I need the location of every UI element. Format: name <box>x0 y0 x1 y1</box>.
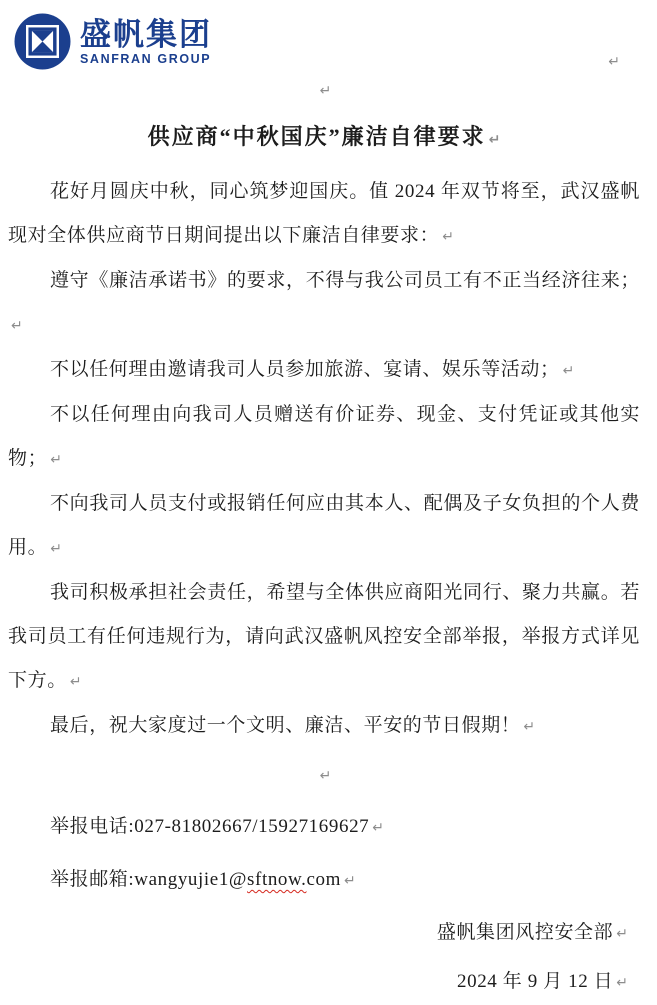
body-paragraph: 不以任何理由向我司人员赠送有价证券、现金、支付凭证或其他实物； ↵ <box>8 393 640 482</box>
misspelled-email-domain: sftnow. <box>247 869 307 890</box>
document-title <box>8 112 640 162</box>
paragraph-mark-icon: ↵ <box>69 674 82 690</box>
company-logo <box>14 13 212 70</box>
sanfran-logo-icon <box>14 13 71 70</box>
report-phone-text: 举报电话:027-81802667/15927169627 <box>50 816 370 837</box>
report-email-line <box>8 858 640 903</box>
body-paragraph: 最后，祝大家度过一个文明、廉洁、平安的节日假期！ ↵ <box>8 704 640 749</box>
signature-date: 2024 年 9 月 12 日 ↵ <box>8 960 640 1005</box>
paragraph-mark-icon: ↵ <box>372 820 385 836</box>
paragraph-mark-icon: ↵ <box>562 363 575 379</box>
body-paragraph: 花好月圆庆中秋，同心筑梦迎国庆。值 2024 年双节将至，武汉盛帆现对全体供应商节日期间提出以下廉洁自律要求： ↵ <box>8 170 640 259</box>
empty-paragraph <box>8 755 640 797</box>
paragraph-mark-icon: ↵ <box>488 132 501 148</box>
empty-paragraph <box>8 70 640 112</box>
paragraph-mark-icon: ↵ <box>319 768 332 784</box>
paragraph-mark-icon: ↵ <box>442 229 454 245</box>
paragraph-mark-icon: ↵ <box>343 873 356 889</box>
body-paragraph: 不以任何理由邀请我司人员参加旅游、宴请、娱乐等活动； ↵ <box>8 348 640 393</box>
paragraph-mark-icon: ↵ <box>11 318 23 334</box>
paragraph-mark-icon: ↵ <box>616 926 628 942</box>
report-email-tld: com <box>306 869 341 890</box>
paragraph-mark-icon: ↵ <box>50 541 62 557</box>
paragraph-mark-icon: ↵ <box>608 54 620 70</box>
paragraph-mark-icon: ↵ <box>50 452 62 468</box>
report-email-user: wangyujie1@ <box>134 869 248 890</box>
body-paragraph: 我司积极承担社会责任，希望与全体供应商阳光同行、聚力共赢。若我司员工有任何违规行为，请向武汉盛帆风控安全部举报，举报方式详见下方。 ↵ <box>8 571 640 704</box>
paragraph-mark-icon: ↵ <box>616 975 628 991</box>
document-title-text: 供应商“中秋国庆”廉洁自律要求 <box>147 124 486 149</box>
body-paragraph: 不向我司人员支付或报销任何应由其本人、配偶及子女负担的个人费用。 ↵ <box>8 482 640 571</box>
body-paragraph: 遵守《廉洁承诺书》的要求，不得与我公司员工有不正当经济往来；↵ <box>8 259 640 348</box>
report-email-label: 举报邮箱: <box>50 869 135 890</box>
company-logo-text <box>80 18 212 66</box>
company-name-chinese: 盛帆集团 <box>80 16 212 52</box>
report-phone-line <box>8 805 640 850</box>
signature-department: 盛帆集团风控安全部 ↵ <box>8 911 640 956</box>
company-name-english: SANFRAN GROUP <box>80 51 212 66</box>
paragraph-mark-icon: ↵ <box>523 719 536 735</box>
document-header <box>8 0 640 70</box>
paragraph-mark-icon: ↵ <box>319 83 332 99</box>
